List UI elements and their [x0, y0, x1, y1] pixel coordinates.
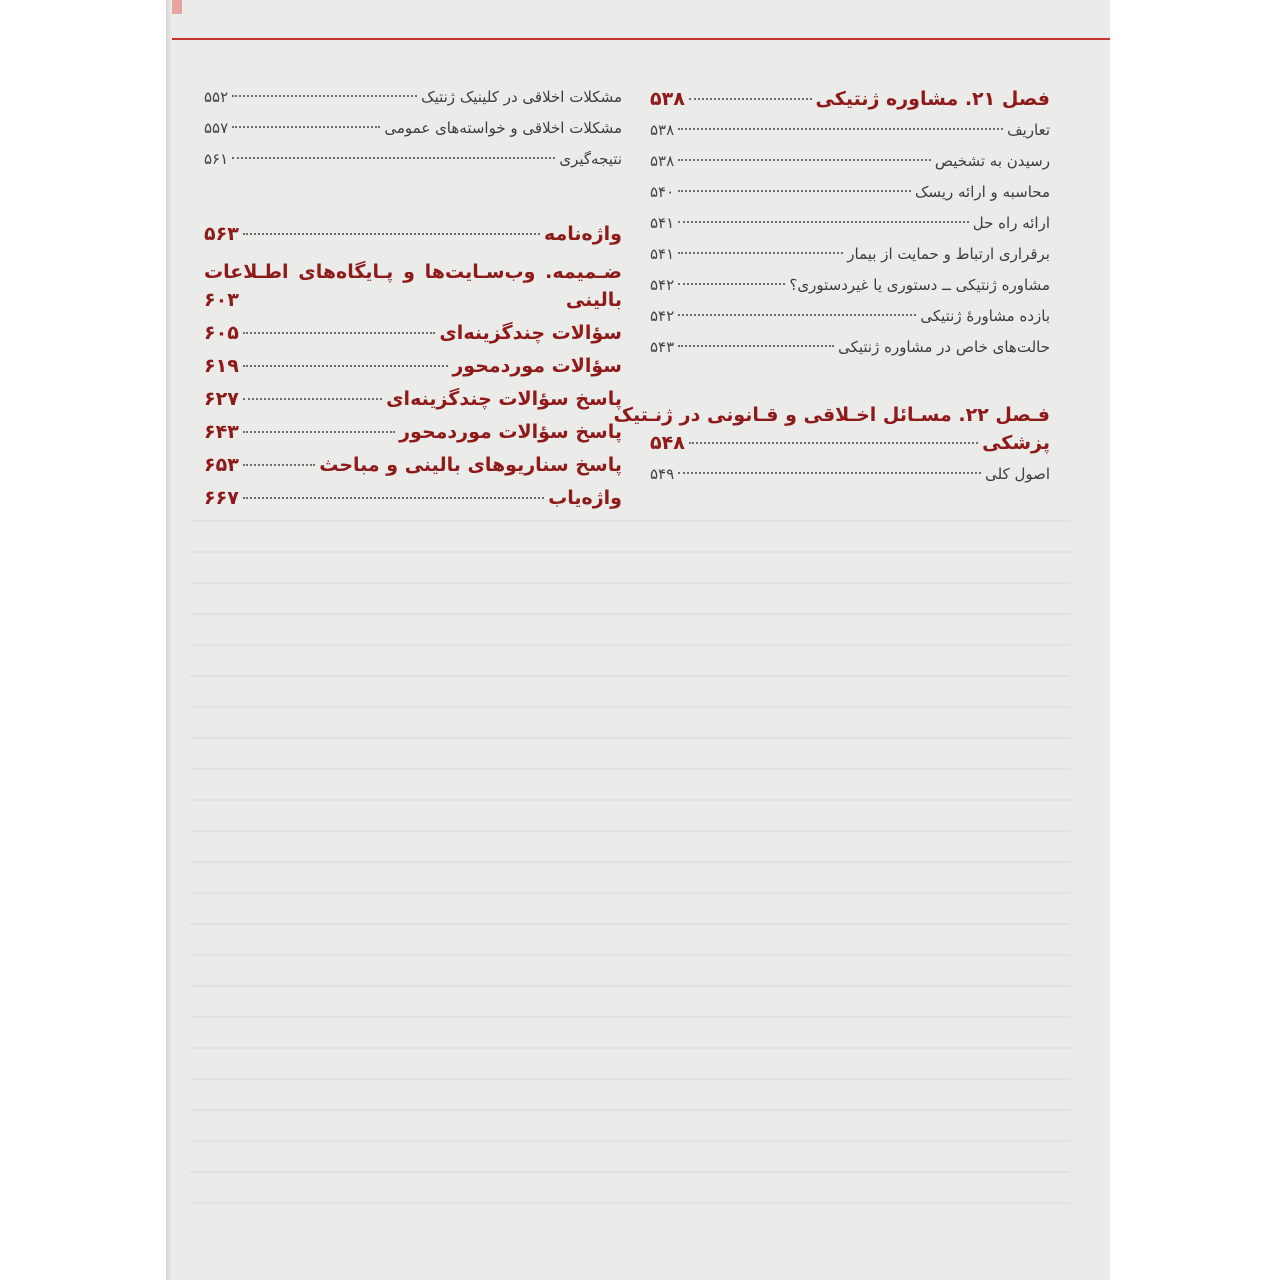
toc-entry[interactable] — [650, 276, 1050, 307]
toc-right-column — [613, 88, 1050, 496]
appendix-title-line1: ضـمیمه. وب‌سـایت‌ها و پـایگاه‌های اطـلاعات — [204, 261, 622, 283]
dot-leader — [678, 221, 969, 223]
page-number: ۵۴۲ — [650, 276, 675, 294]
page-number: ۶۴۳ — [204, 421, 239, 443]
toc-chapter-22[interactable] — [650, 432, 1050, 465]
chapter-title: فصل ۲۱. مشاوره ژنتیکی — [815, 88, 1050, 110]
page-number: ۵۴۱ — [650, 245, 675, 263]
section-title: سؤالات چندگزینه‌ای — [439, 322, 622, 344]
toc-entry[interactable] — [650, 121, 1050, 152]
entry-label: برقراری ارتباط و حمایت از بیمار — [847, 245, 1050, 263]
dot-leader — [678, 190, 911, 192]
page-number: ۵۶۳ — [204, 223, 239, 245]
toc-left-column — [204, 88, 622, 520]
toc-entry[interactable] — [650, 214, 1050, 245]
entry-label: رسیدن به تشخیص — [934, 152, 1050, 170]
toc-entry[interactable] — [650, 338, 1050, 369]
page-number: ۶۰۵ — [204, 322, 239, 344]
toc-section[interactable] — [204, 322, 622, 355]
dot-leader — [678, 345, 834, 347]
page-number: ۵۴۰ — [650, 183, 675, 201]
entry-label: ارائه راه حل — [972, 214, 1050, 232]
dot-leader — [678, 159, 931, 161]
toc-appendix[interactable] — [204, 289, 622, 322]
section-title: پاسخ سؤالات موردمحور — [399, 421, 622, 443]
entry-label: مشکلات اخلاقی در کلینیک ژنتیک — [421, 88, 622, 106]
page-number: ۵۴۳ — [650, 338, 675, 356]
dot-leader — [243, 233, 540, 235]
entry-label: نتیجه‌گیری — [559, 150, 622, 168]
entry-label: مشاوره ژنتیکی ــ دستوری یا غیردستوری؟ — [789, 276, 1050, 294]
dot-leader — [243, 497, 544, 499]
section-title: پاسخ سؤالات چندگزینه‌ای — [386, 388, 622, 410]
dot-leader — [243, 464, 315, 466]
page-number: ۵۳۸ — [650, 121, 675, 139]
toc-entry[interactable] — [650, 245, 1050, 276]
toc-section[interactable] — [204, 487, 622, 520]
toc-entry[interactable] — [204, 150, 622, 181]
page-number: ۶۵۳ — [204, 454, 239, 476]
entry-label: حالت‌های خاص در مشاوره ژنتیکی — [838, 338, 1050, 356]
toc-entry[interactable] — [204, 119, 622, 150]
toc-entry[interactable] — [650, 465, 1050, 496]
toc-entry[interactable] — [650, 152, 1050, 183]
section-title: واژه‌یاب — [548, 487, 622, 509]
entry-label: محاسبه و ارائه ریسک — [915, 183, 1050, 201]
section-title: بالینی — [565, 289, 622, 311]
page-number: ۶۲۷ — [204, 388, 239, 410]
toc-section[interactable] — [204, 388, 622, 421]
chapter-title: پزشکی — [982, 432, 1050, 454]
dot-leader — [689, 98, 812, 100]
dot-leader — [689, 442, 978, 444]
red-corner-mark — [172, 0, 182, 14]
toc-entry[interactable] — [204, 88, 622, 119]
section-title: سؤالات موردمحور — [452, 355, 622, 377]
entry-label: اصول کلی — [985, 465, 1050, 483]
dot-leader — [232, 126, 380, 128]
entry-label: مشکلات اخلاقی و خواسته‌های عمومی — [384, 119, 622, 137]
dot-leader — [243, 398, 382, 400]
entry-label: تعاریف — [1007, 121, 1050, 139]
page-number: ۵۳۸ — [650, 88, 685, 110]
page-number: ۵۳۸ — [650, 152, 675, 170]
toc-chapter-21[interactable] — [650, 88, 1050, 121]
dot-leader — [243, 365, 449, 367]
page-number: ۵۵۲ — [204, 88, 229, 106]
page-number: ۵۴۱ — [650, 214, 675, 232]
dot-leader — [232, 157, 555, 159]
chapter-22-title-line1: فـصل ۲۲. مسـائل اخـلاقی و قـانونی در ژنـتیک — [613, 404, 1050, 426]
page-number: ۶۶۷ — [204, 487, 239, 509]
page-number: ۵۴۲ — [650, 307, 675, 325]
page-number: ۵۴۹ — [650, 465, 675, 483]
dot-leader — [243, 431, 395, 433]
header-red-rule — [172, 38, 1110, 40]
section-title: واژه‌نامه — [543, 223, 622, 245]
dot-leader — [678, 128, 1003, 130]
page-number: ۶۰۳ — [204, 289, 239, 311]
bleed-through-text — [190, 520, 1070, 1220]
toc-section[interactable] — [204, 421, 622, 454]
entry-label: بازده مشاورهٔ ژنتیکی — [920, 307, 1050, 325]
dot-leader — [678, 472, 981, 474]
toc-entry[interactable] — [650, 307, 1050, 338]
page-number: ۶۱۹ — [204, 355, 239, 377]
toc-section[interactable] — [204, 454, 622, 487]
toc-glossary[interactable] — [204, 223, 622, 256]
page-number: ۵۵۷ — [204, 119, 229, 137]
section-title: پاسخ سناریوهای بالینی و مباحث — [319, 454, 622, 476]
toc-section[interactable] — [204, 355, 622, 388]
dot-leader — [678, 283, 785, 285]
page-number: ۵۶۱ — [204, 150, 229, 168]
dot-leader — [232, 95, 417, 97]
page-number: ۵۴۸ — [650, 432, 685, 454]
dot-leader — [678, 252, 843, 254]
dot-leader — [243, 332, 436, 334]
dot-leader — [678, 314, 916, 316]
page-gutter-shadow — [166, 0, 172, 1280]
toc-entry[interactable] — [650, 183, 1050, 214]
